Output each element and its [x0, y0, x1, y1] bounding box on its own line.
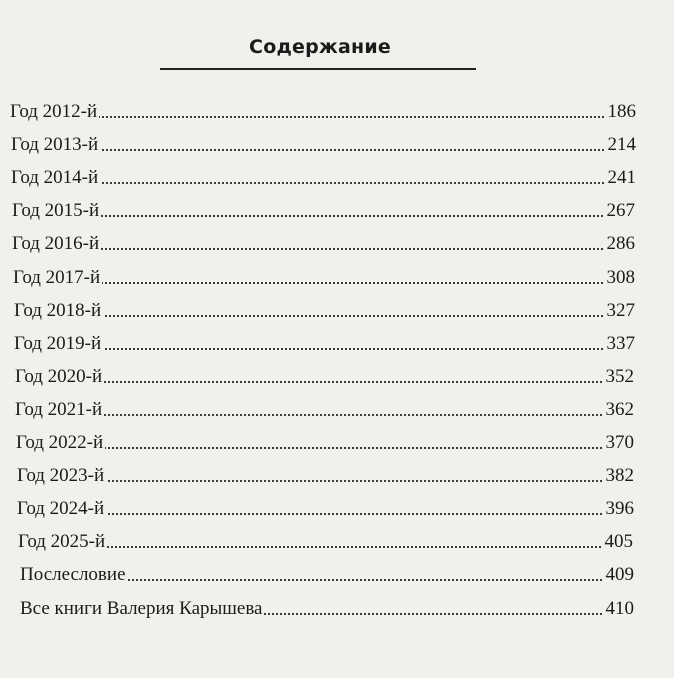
toc-entry-page-number: 362: [603, 399, 635, 421]
toc-entry-title: Год 2015-й: [12, 200, 100, 222]
toc-entry-title: Год 2020-й: [15, 365, 103, 387]
toc-entry-title: Послесловие: [20, 564, 126, 586]
toc-entry: [0, 456, 674, 489]
toc-entry: [0, 291, 674, 324]
toc-entry-page-number: 405: [602, 531, 634, 553]
toc-entry-title: Год 2017-й: [13, 266, 101, 288]
dot-leader: [15, 182, 632, 184]
toc-entry-page-number: 352: [603, 366, 635, 388]
toc-entry: [0, 589, 674, 622]
toc-entry-page-number: 286: [604, 233, 636, 255]
toc-entry-title: Все книги Валерия Карышева: [20, 597, 263, 619]
toc-entry-page-number: 370: [603, 432, 635, 454]
toc-entry-title: Год 2018-й: [14, 299, 102, 321]
dot-leader: [21, 480, 630, 482]
dot-leader: [18, 315, 631, 317]
toc-entry: [0, 158, 674, 191]
toc-entry-page-number: 409: [603, 564, 635, 586]
toc-entry-page-number: 327: [604, 300, 636, 322]
toc-entry-page-number: 410: [603, 598, 635, 620]
toc-entry-page-number: 308: [604, 267, 636, 289]
toc-entry-page-number: 396: [603, 498, 635, 520]
toc-entry-title: Год 2019-й: [14, 332, 102, 354]
page-title: Содержание: [249, 36, 391, 58]
toc-entry-page-number: 382: [603, 465, 635, 487]
title-underline: [160, 68, 476, 70]
dot-leader: [15, 149, 632, 151]
dot-leader: [14, 116, 632, 118]
toc-entry: [0, 357, 674, 390]
dot-leader: [20, 447, 630, 449]
toc-entry-title: Год 2023-й: [17, 465, 105, 487]
dot-leader: [21, 513, 630, 515]
toc-entry-page-number: 186: [605, 101, 637, 123]
dot-leader: [16, 215, 631, 217]
toc-entry-page-number: 337: [604, 333, 636, 355]
dot-leader: [22, 546, 629, 548]
toc-entry: [0, 522, 674, 555]
dot-leader: [17, 282, 631, 284]
toc-entry-title: Год 2024-й: [17, 498, 105, 520]
toc-entry-title: Год 2014-й: [11, 167, 99, 189]
toc-entry-title: Год 2012-й: [10, 101, 98, 122]
toc-entry: [0, 324, 674, 357]
toc-entry: [0, 390, 674, 423]
toc-entry-title: Год 2025-й: [18, 531, 106, 553]
toc-entry: [0, 191, 674, 224]
dot-leader: [18, 348, 631, 350]
toc-entry-page-number: 267: [604, 200, 636, 222]
toc-entry-title: Год 2022-й: [16, 432, 104, 453]
toc-entry-title: Год 2013-й: [11, 134, 99, 156]
toc-entry-title: Год 2016-й: [12, 233, 100, 255]
toc-entry: [0, 92, 674, 125]
toc-entry: [0, 125, 674, 158]
toc-entry-title: Год 2021-й: [15, 398, 103, 420]
toc-entry: [0, 224, 674, 257]
toc-entry: [0, 555, 674, 588]
toc-entry: [0, 489, 674, 522]
dot-leader: [19, 381, 630, 383]
toc-entry: [0, 423, 674, 456]
dot-leader: [19, 414, 630, 416]
toc-entry: [0, 258, 674, 291]
dot-leader: [16, 248, 631, 250]
toc-entry-page-number: 214: [605, 134, 637, 156]
toc-entry-page-number: 241: [605, 167, 637, 189]
